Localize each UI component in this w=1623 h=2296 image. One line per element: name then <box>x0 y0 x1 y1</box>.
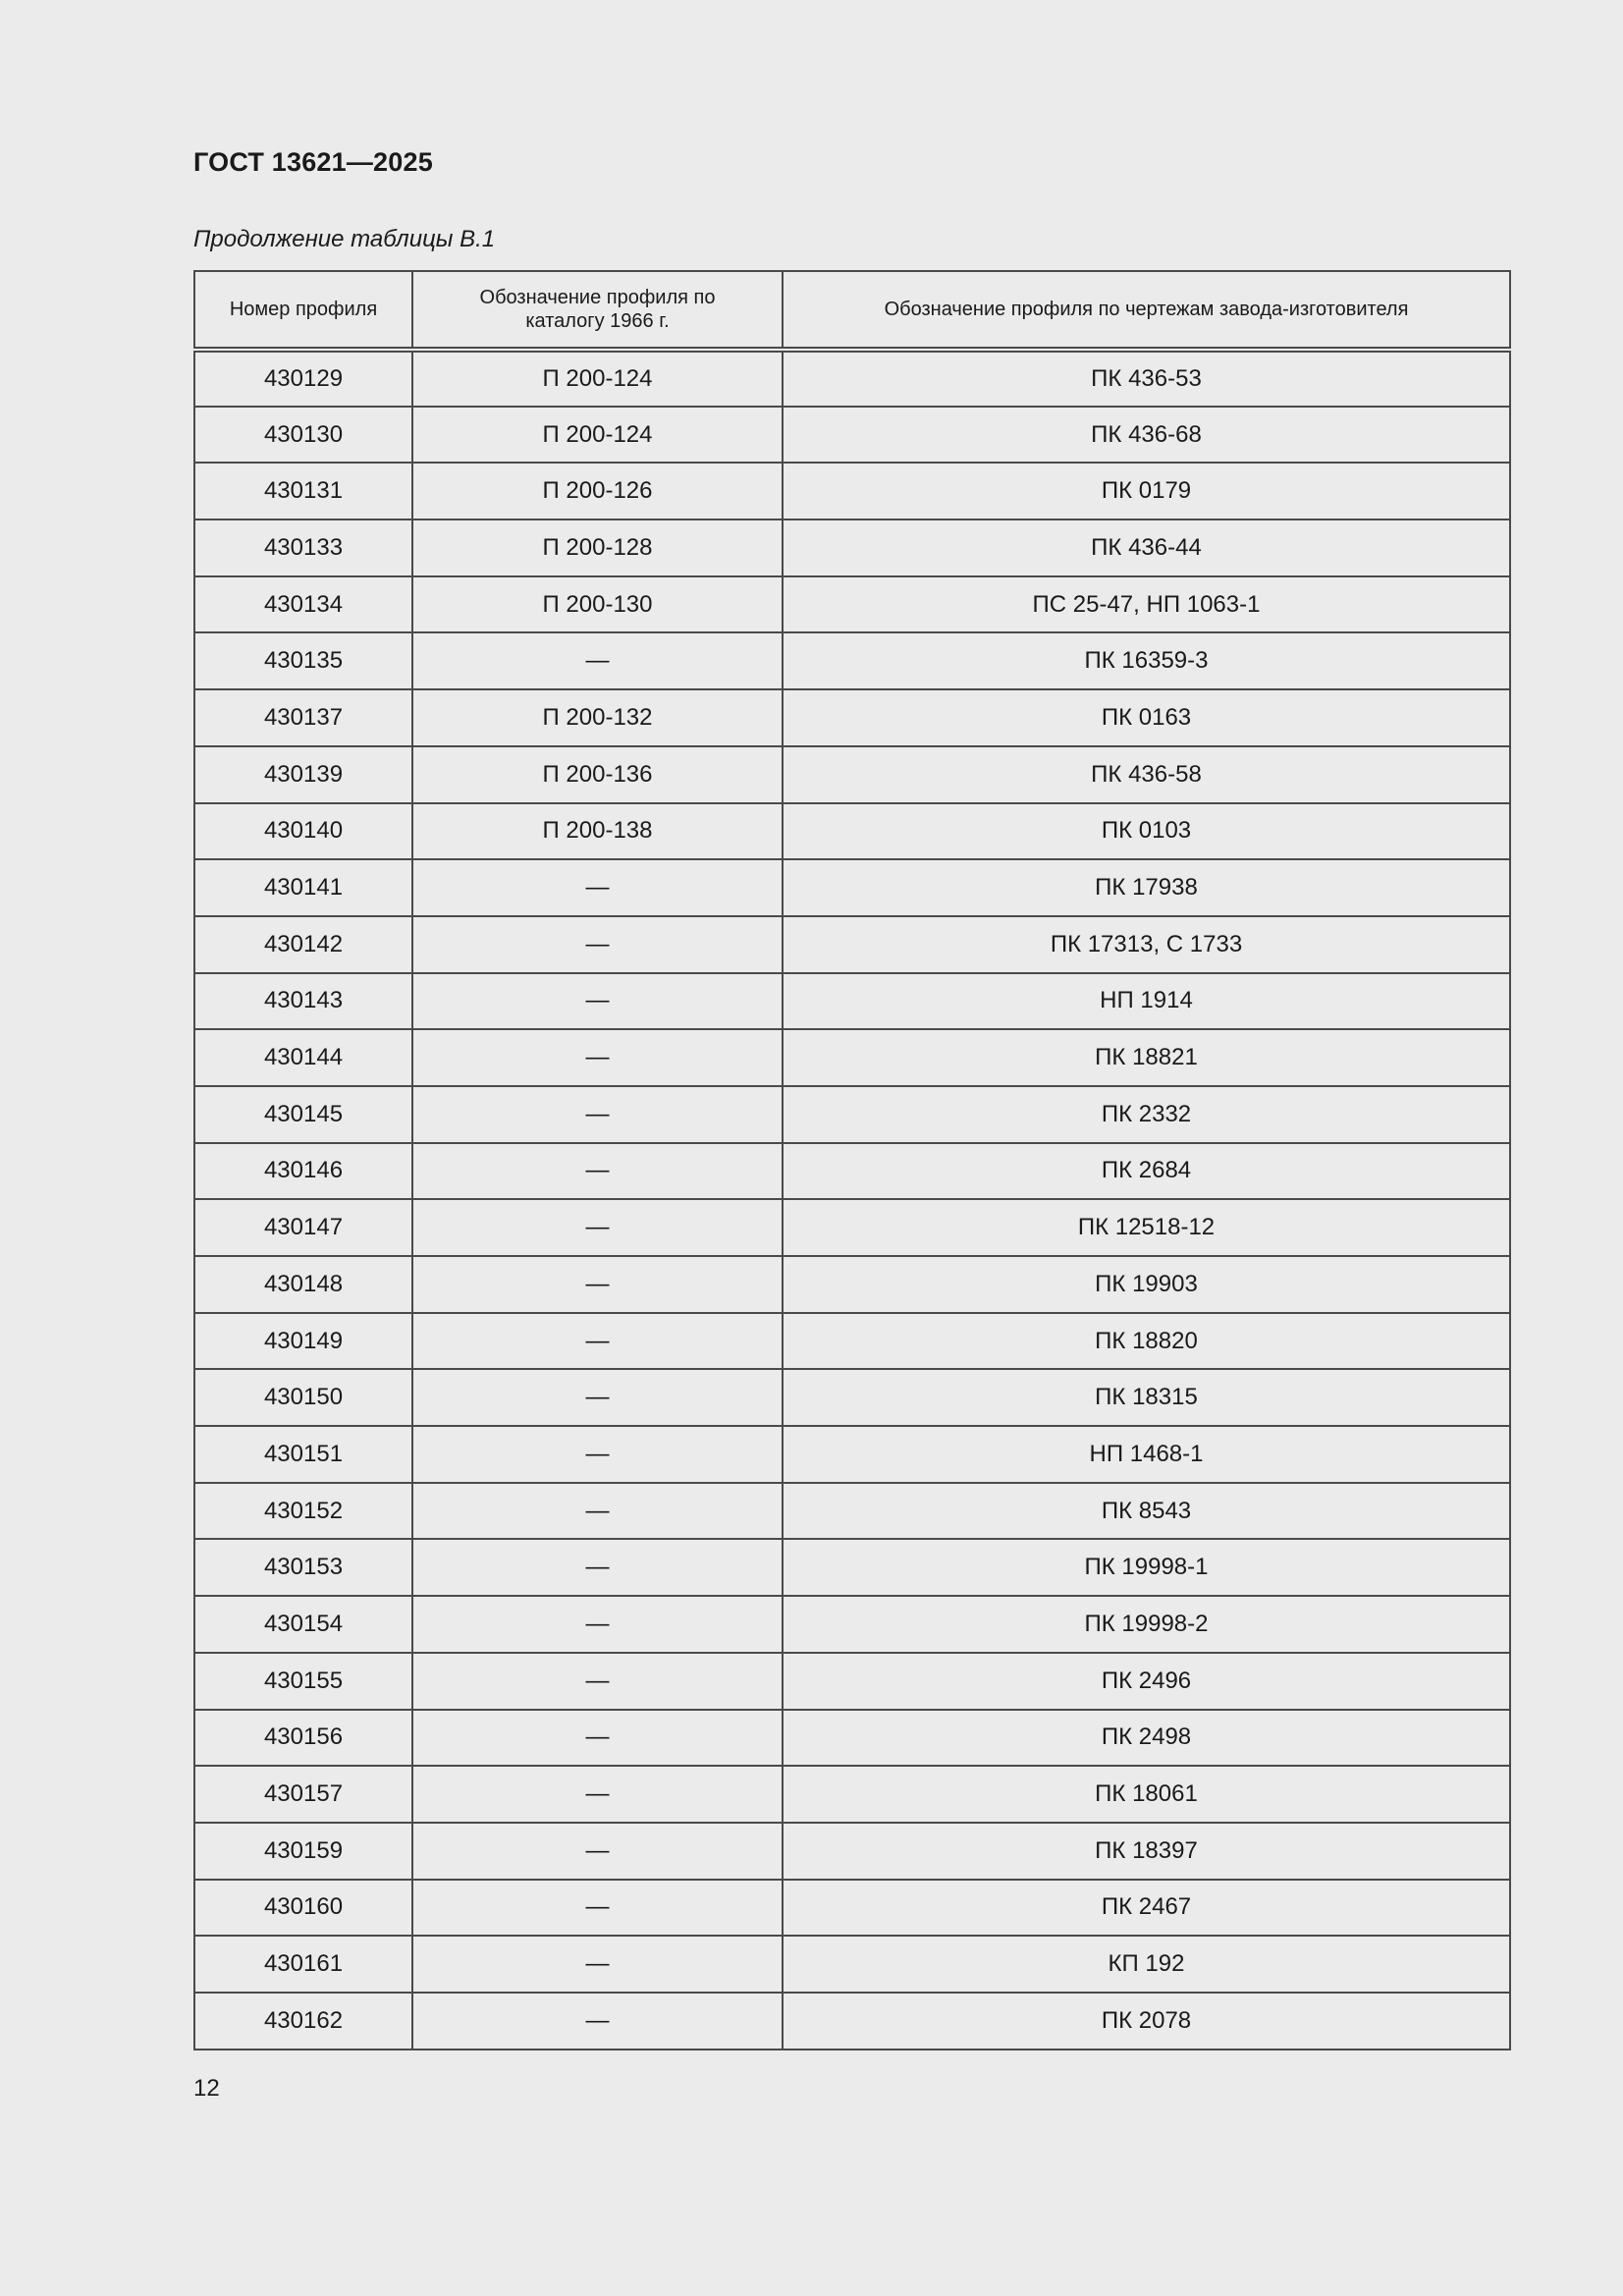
cell-factory-drawing: ПК 2078 <box>783 1993 1510 2050</box>
cell-factory-drawing: ПК 18821 <box>783 1029 1510 1086</box>
column-header-catalog-1966 <box>412 271 783 350</box>
cell-profile-number: 430155 <box>194 1653 412 1710</box>
table-row <box>194 1993 1510 2050</box>
cell-catalog-1966: — <box>412 1426 783 1483</box>
table-row <box>194 1426 1510 1483</box>
table-row <box>194 1369 1510 1426</box>
cell-profile-number: 430149 <box>194 1313 412 1370</box>
cell-catalog-1966: — <box>412 1143 783 1200</box>
cell-catalog-1966: — <box>412 1653 783 1710</box>
table-row <box>194 1199 1510 1256</box>
cell-catalog-1966: П 200-138 <box>412 803 783 860</box>
table-row <box>194 1313 1510 1370</box>
table-body <box>194 350 1510 2050</box>
cell-profile-number: 430130 <box>194 407 412 464</box>
cell-factory-drawing: ПК 18397 <box>783 1823 1510 1880</box>
cell-catalog-1966: — <box>412 1199 783 1256</box>
cell-profile-number: 430161 <box>194 1936 412 1993</box>
cell-catalog-1966: — <box>412 1539 783 1596</box>
cell-profile-number: 430154 <box>194 1596 412 1653</box>
cell-catalog-1966: — <box>412 1369 783 1426</box>
cell-profile-number: 430142 <box>194 916 412 973</box>
cell-catalog-1966: — <box>412 973 783 1030</box>
cell-catalog-1966: П 200-136 <box>412 746 783 803</box>
cell-profile-number: 430157 <box>194 1766 412 1823</box>
cell-factory-drawing: ПК 18315 <box>783 1369 1510 1426</box>
table-row <box>194 350 1510 407</box>
header-row <box>194 271 1510 350</box>
cell-catalog-1966: — <box>412 1710 783 1767</box>
table-row <box>194 1539 1510 1596</box>
table-row <box>194 1653 1510 1710</box>
cell-catalog-1966: — <box>412 1880 783 1937</box>
table-row <box>194 1880 1510 1937</box>
cell-factory-drawing: ПК 436-44 <box>783 519 1510 576</box>
cell-factory-drawing: ПК 0163 <box>783 689 1510 746</box>
table-row <box>194 1766 1510 1823</box>
cell-profile-number: 430139 <box>194 746 412 803</box>
cell-catalog-1966: П 200-124 <box>412 350 783 407</box>
cell-factory-drawing: ПК 2684 <box>783 1143 1510 1200</box>
cell-factory-drawing: ПК 0179 <box>783 463 1510 519</box>
cell-catalog-1966: П 200-124 <box>412 407 783 464</box>
cell-profile-number: 430133 <box>194 519 412 576</box>
cell-factory-drawing: ПК 436-53 <box>783 350 1510 407</box>
cell-profile-number: 430134 <box>194 576 412 633</box>
cell-catalog-1966: П 200-128 <box>412 519 783 576</box>
cell-catalog-1966: П 200-126 <box>412 463 783 519</box>
table-row <box>194 1596 1510 1653</box>
cell-factory-drawing: ПК 8543 <box>783 1483 1510 1540</box>
cell-factory-drawing: ПС 25-47, НП 1063-1 <box>783 576 1510 633</box>
table-row <box>194 1143 1510 1200</box>
cell-profile-number: 430148 <box>194 1256 412 1313</box>
table-row <box>194 1086 1510 1143</box>
cell-catalog-1966: — <box>412 1313 783 1370</box>
table-header <box>194 271 1510 350</box>
cell-profile-number: 430145 <box>194 1086 412 1143</box>
cell-profile-number: 430129 <box>194 350 412 407</box>
cell-profile-number: 430162 <box>194 1993 412 2050</box>
cell-profile-number: 430156 <box>194 1710 412 1767</box>
table-row <box>194 632 1510 689</box>
table-row <box>194 1936 1510 1993</box>
cell-catalog-1966: — <box>412 632 783 689</box>
cell-factory-drawing: ПК 18061 <box>783 1766 1510 1823</box>
table-row <box>194 1256 1510 1313</box>
cell-profile-number: 430147 <box>194 1199 412 1256</box>
profiles-table <box>193 270 1511 2050</box>
cell-catalog-1966: — <box>412 916 783 973</box>
cell-factory-drawing: НП 1914 <box>783 973 1510 1030</box>
cell-factory-drawing: ПК 2498 <box>783 1710 1510 1767</box>
cell-factory-drawing: ПК 19998-2 <box>783 1596 1510 1653</box>
cell-factory-drawing: ПК 0103 <box>783 803 1510 860</box>
cell-profile-number: 430159 <box>194 1823 412 1880</box>
cell-catalog-1966: — <box>412 1823 783 1880</box>
table-row <box>194 803 1510 860</box>
table-row <box>194 1823 1510 1880</box>
cell-profile-number: 430135 <box>194 632 412 689</box>
cell-catalog-1966: — <box>412 1483 783 1540</box>
cell-catalog-1966: — <box>412 1256 783 1313</box>
cell-profile-number: 430131 <box>194 463 412 519</box>
cell-profile-number: 430152 <box>194 1483 412 1540</box>
table-row <box>194 689 1510 746</box>
cell-factory-drawing: ПК 436-58 <box>783 746 1510 803</box>
cell-profile-number: 430140 <box>194 803 412 860</box>
cell-profile-number: 430153 <box>194 1539 412 1596</box>
table-caption: Продолжение таблицы В.1 <box>193 226 496 252</box>
table-row <box>194 916 1510 973</box>
cell-catalog-1966: — <box>412 1993 783 2050</box>
cell-factory-drawing: ПК 12518-12 <box>783 1199 1510 1256</box>
table-row <box>194 463 1510 519</box>
cell-catalog-1966: — <box>412 1029 783 1086</box>
cell-factory-drawing: ПК 17938 <box>783 859 1510 916</box>
table-row <box>194 1029 1510 1086</box>
table-row <box>194 746 1510 803</box>
cell-factory-drawing: КП 192 <box>783 1936 1510 1993</box>
cell-catalog-1966: — <box>412 1086 783 1143</box>
document-id: ГОСТ 13621—2025 <box>193 147 433 177</box>
cell-profile-number: 430146 <box>194 1143 412 1200</box>
cell-factory-drawing: ПК 19998-1 <box>783 1539 1510 1596</box>
cell-factory-drawing: ПК 436-68 <box>783 407 1510 464</box>
cell-factory-drawing: ПК 19903 <box>783 1256 1510 1313</box>
cell-profile-number: 430151 <box>194 1426 412 1483</box>
cell-profile-number: 430137 <box>194 689 412 746</box>
table-row <box>194 407 1510 464</box>
cell-catalog-1966: — <box>412 1596 783 1653</box>
cell-profile-number: 430144 <box>194 1029 412 1086</box>
cell-factory-drawing: НП 1468-1 <box>783 1426 1510 1483</box>
table-row <box>194 519 1510 576</box>
cell-factory-drawing: ПК 2332 <box>783 1086 1510 1143</box>
cell-profile-number: 430143 <box>194 973 412 1030</box>
table-row <box>194 973 1510 1030</box>
column-header-factory-drawings: Обозначение профиля по чертежам завода-изготовителя <box>783 271 1510 350</box>
cell-catalog-1966: — <box>412 859 783 916</box>
table-row <box>194 576 1510 633</box>
cell-catalog-1966: П 200-132 <box>412 689 783 746</box>
cell-factory-drawing: ПК 18820 <box>783 1313 1510 1370</box>
cell-catalog-1966: — <box>412 1766 783 1823</box>
cell-catalog-1966: — <box>412 1936 783 1993</box>
cell-profile-number: 430160 <box>194 1880 412 1937</box>
cell-profile-number: 430141 <box>194 859 412 916</box>
cell-factory-drawing: ПК 2467 <box>783 1880 1510 1937</box>
cell-catalog-1966: П 200-130 <box>412 576 783 633</box>
page-number: 12 <box>193 2075 220 2102</box>
cell-factory-drawing: ПК 16359-3 <box>783 632 1510 689</box>
table-row <box>194 1483 1510 1540</box>
table-row <box>194 1710 1510 1767</box>
cell-factory-drawing: ПК 2496 <box>783 1653 1510 1710</box>
table-row <box>194 859 1510 916</box>
column-header-profile-number: Номер профиля <box>194 271 412 350</box>
column-header-catalog-1966-text: Обозначение профиля по каталогу 1966 г. <box>479 287 716 332</box>
cell-profile-number: 430150 <box>194 1369 412 1426</box>
cell-factory-drawing: ПК 17313, С 1733 <box>783 916 1510 973</box>
